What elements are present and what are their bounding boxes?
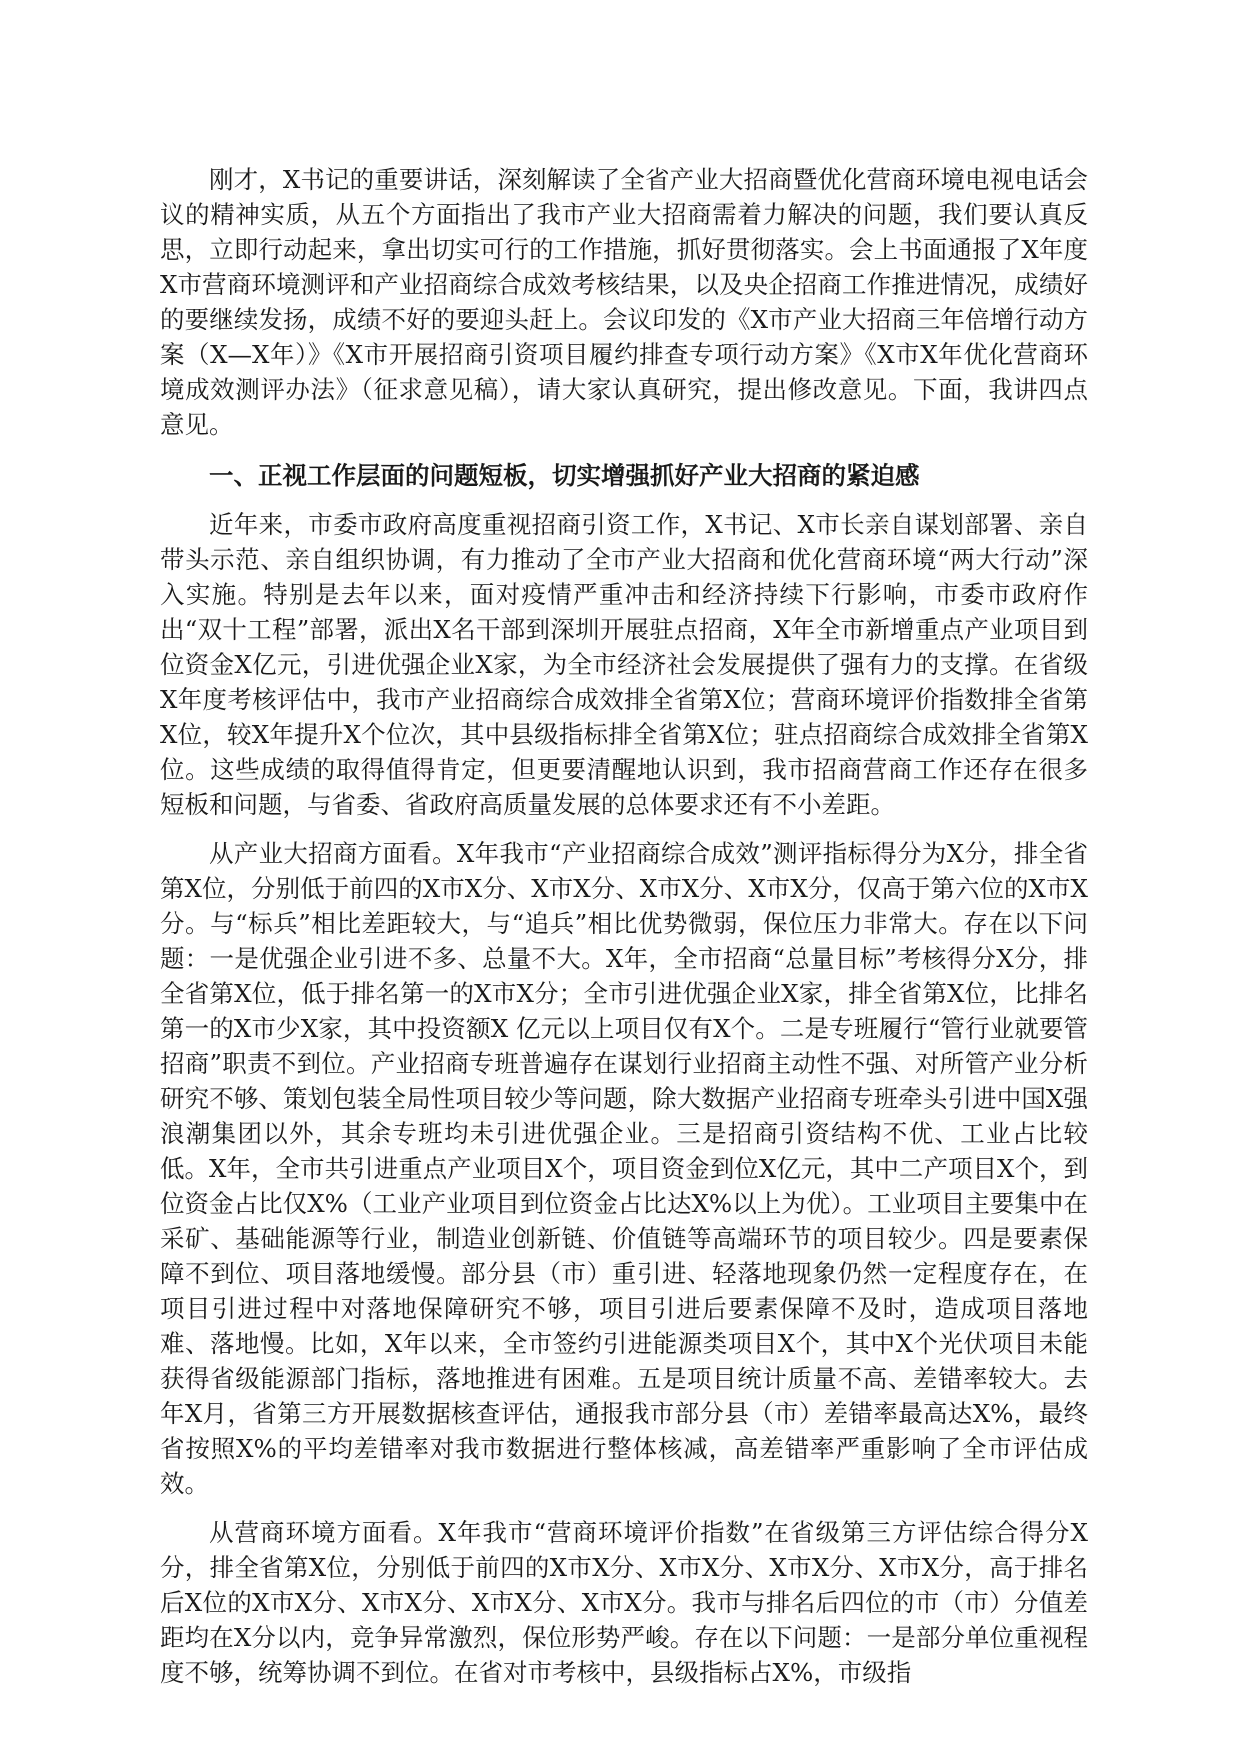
document-page (160, 162, 1088, 1690)
investment-issues-paragraph: 从产业大招商方面看。X年我市“产业招商综合成效”测评指标得分为X分，排全省第X位，分别低于前四的X市X分、X市X分、X市X分、X市X分，仅高于第六位的X市X分。与“标兵”相比差距较大，与“追兵”相比优势微弱，保位压力非常大。存在以下问题：一是优强企业引进不多、总量不大。X年，全市招商“总量目标”考核得分X分，排全省第X位，低于排名第一的X市X分；全市引进优强企业X家，排全省第X位，比排名第一的X市少X家，其中投资额X 亿元以上项目仅有X个。二是专班履行“管行业就要管招商”职责不到位。产业招商专班普遍存在谋划行业招商主动性不强、对所管产业分析研究不够、策划包装全局性项目较少等问题，除大数据产业招商专班牵头引进中国X强浪潮集团以外，其余专班均未引进优强企业。三是招商引资结构不优、工业占比较低。X年，全市共引进重点产业项目X个，项目资金到位X亿元，其中二产项目X个，到位资金占比仅X%（工业产业项目到位资金占比达X%以上为优）。工业项目主要集中在采矿、基础能源等行业，制造业创新链、价值链等高端环节的项目较少。四是要素保障不到位、项目落地缓慢。部分县（市）重引进、轻落地现象仍然一定程度存在，在项目引进过程中对落地保障研究不够，项目引进后要素保障不及时，造成项目落地难、落地慢。比如，X年以来，全市签约引进能源类项目X个，其中X个光伏项目未能获得省级能源部门指标，落地推进有困难。五是项目统计质量不高、差错率较大。去年X月，省第三方开展数据核查评估，通报我市部分县（市）差错率最高达X%，最终省按照X%的平均差错率对我市数据进行整体核减，高差错率严重影响了全市评估成效。 (160, 839, 1088, 1498)
achievements-paragraph: 近年来，市委市政府高度重视招商引资工作，X书记、X市长亲自谋划部署、亲自带头示范、亲自组织协调，有力推动了全市产业大招商和优化营商环境“两大行动”深入实施。特别是去年以来，面对疫情严重冲击和经济持续下行影响，市委市政府作出“双十工程”部署，派出X名干部到深圳开展驻点招商，X年全市新增重点产业项目到位资金X亿元，引进优强企业X家，为全市经济社会发展提供了强有力的支撑。在省级X年度考核评估中，我市产业招商综合成效排全省第X位；营商环境评价指数排全省第X位，较X年提升X个位次，其中县级指标排全省第X位；驻点招商综合成效排全省第X位。这些成绩的取得值得肯定，但更要清醒地认识到，我市招商营商工作还存在很多短板和问题，与省委、省政府高质量发展的总体要求还有不小差距。 (160, 510, 1088, 819)
business-environment-paragraph: 从营商环境方面看。X年我市“营商环境评价指数”在省级第三方评估综合得分X分，排全省第X位，分别低于前四的X市X分、X市X分、X市X分、X市X分，高于排名后X位的X市X分、X市X分、X市X分、X市X分。我市与排名后四位的市（市）分值差距均在X分以内，竞争异常激烈，保位形势严峻。存在以下问题：一是部分单位重视程度不够，统筹协调不到位。在省对市考核中，县级指标占X%，市级指 (160, 1518, 1088, 1687)
section-heading: 一、正视工作层面的问题短板，切实增强抓好产业大招商的紧迫感 (209, 461, 920, 490)
opening-paragraph: 刚才，X书记的重要讲话，深刻解读了全省产业大招商暨优化营商环境电视电话会议的精神实质，从五个方面指出了我市产业大招商需着力解决的问题，我们要认真反思，立即行动起来，拿出切实可行的工作措施，抓好贯彻落实。会上书面通报了X年度X市营商环境测评和产业招商综合成效考核结果，以及央企招商工作推进情况，成绩好的要继续发扬，成绩不好的要迎头赶上。会议印发的《X市产业大招商三年倍增行动方案（X—X年）》《X市开展招商引资项目履约排查专项行动方案》《X市X年优化营商环境成效测评办法》（征求意见稿），请大家认真研究，提出修改意见。下面，我讲四点意见。 (160, 165, 1088, 439)
